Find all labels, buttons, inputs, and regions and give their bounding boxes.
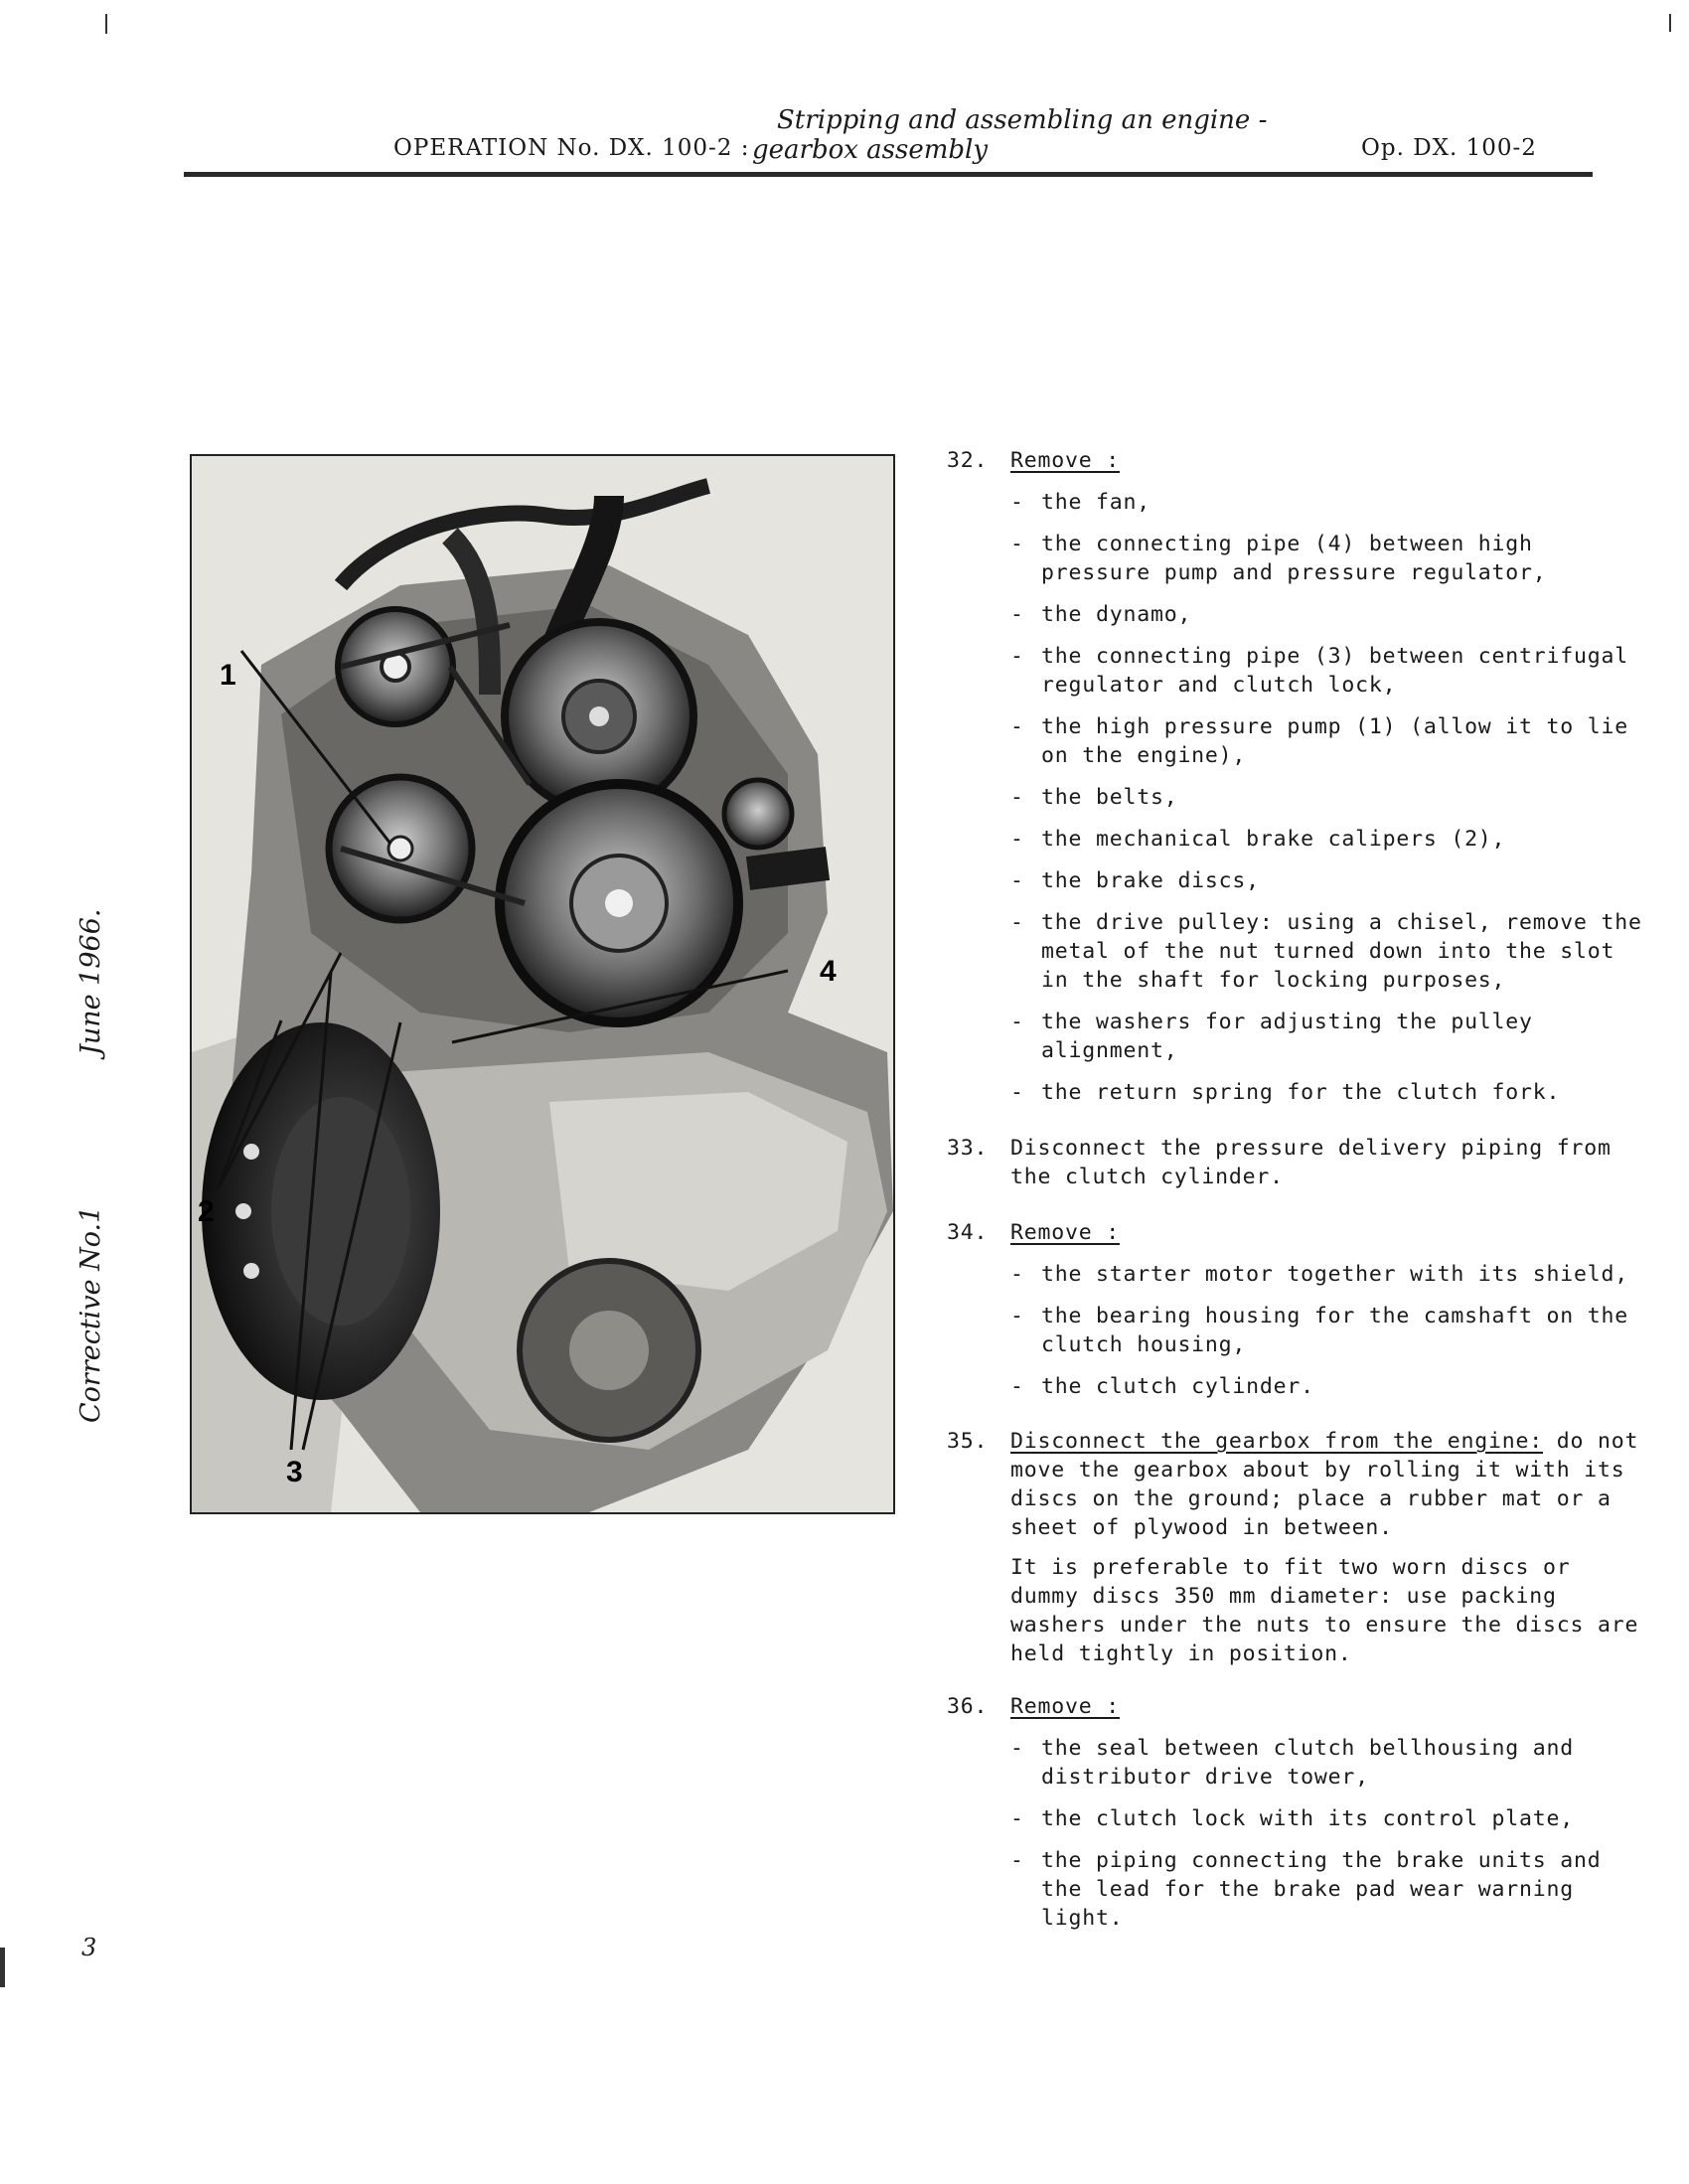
step-body bbox=[1010, 1427, 1646, 1542]
callout-2: 2 bbox=[198, 1195, 215, 1228]
list-item: - the seal between clutch bellhousing and distributor drive tower, bbox=[1010, 1736, 1575, 1790]
scan-mark-right bbox=[1669, 14, 1671, 32]
step-number: 33. bbox=[947, 1136, 989, 1161]
list-item: - the connecting pipe (4) between high pressure pump and pressure regulator, bbox=[1010, 532, 1547, 585]
engine-photo-drawing bbox=[192, 456, 893, 1512]
list-item: - the dynamo, bbox=[1010, 602, 1192, 627]
callout-3: 3 bbox=[286, 1456, 303, 1488]
list-item: - the clutch cylinder. bbox=[1010, 1374, 1314, 1399]
list-item: - the clutch lock with its control plate, bbox=[1010, 1806, 1575, 1831]
header-op-reference: Op. DX. 100-2 bbox=[1361, 135, 1537, 161]
scan-mark-left bbox=[105, 14, 107, 34]
list-item: - the fan, bbox=[1010, 490, 1151, 515]
side-corrective: Corrective No.1 bbox=[76, 1205, 106, 1423]
callout-1: 1 bbox=[220, 659, 236, 692]
step-heading: Disconnect the gearbox from the engine: bbox=[1010, 1429, 1544, 1454]
engine-photo bbox=[190, 454, 895, 1514]
step-number: 36. bbox=[947, 1694, 989, 1719]
list-item: - the bearing housing for the camshaft on the clutch housing, bbox=[1010, 1304, 1628, 1357]
step-number: 32. bbox=[947, 448, 989, 473]
step-heading: Remove : bbox=[1010, 1694, 1120, 1719]
side-date: June 1966. bbox=[76, 908, 106, 1055]
header-title-line1: Stripping and assembling an engine - bbox=[777, 105, 1268, 135]
step-text: do not move the gearbox about by rolling it with its discs on the ground; place a rubber mat or a sheet of plywood in between. bbox=[1010, 1429, 1639, 1540]
page-mark: 3 bbox=[81, 1934, 97, 1961]
header-operation-number: OPERATION No. DX. 100-2 : bbox=[393, 135, 750, 161]
list-item: - the brake discs, bbox=[1010, 868, 1260, 893]
step-number: 35. bbox=[947, 1429, 989, 1454]
step-text: Disconnect the pressure delivery piping from the clutch cylinder. bbox=[1010, 1136, 1612, 1189]
list-item: - the mechanical brake calipers (2), bbox=[1010, 827, 1506, 852]
step-number: 34. bbox=[947, 1220, 989, 1245]
callout-4: 4 bbox=[820, 955, 837, 988]
list-item: - the washers for adjusting the pulley alignment, bbox=[1010, 1010, 1533, 1063]
list-item: - the high pressure pump (1) (allow it to lie on the engine), bbox=[1010, 714, 1628, 768]
list-item: - the belts, bbox=[1010, 785, 1178, 810]
scan-mark-bottom-left bbox=[0, 1948, 5, 1987]
header-title-line2: gearbox assembly bbox=[752, 135, 989, 165]
step-heading: Remove : bbox=[1010, 448, 1120, 473]
step-35-note: It is preferable to fit two worn discs or dummy discs 350 mm diameter: use packing washers under the nuts to ensure the discs are held tightly in position. bbox=[1010, 1555, 1639, 1666]
list-item: - the drive pulley: using a chisel, remove the metal of the nut turned down into the slot in the shaft for locking purposes, bbox=[1010, 910, 1642, 993]
list-item: - the connecting pipe (3) between centrifugal regulator and clutch lock, bbox=[1010, 644, 1628, 698]
list-item: - the return spring for the clutch fork. bbox=[1010, 1080, 1561, 1105]
list-item: - the starter motor together with its shield, bbox=[1010, 1262, 1628, 1287]
step-heading: Remove : bbox=[1010, 1220, 1120, 1245]
header-rule bbox=[184, 172, 1593, 177]
list-item: - the piping connecting the brake units and the lead for the brake pad wear warning light. bbox=[1010, 1848, 1602, 1931]
